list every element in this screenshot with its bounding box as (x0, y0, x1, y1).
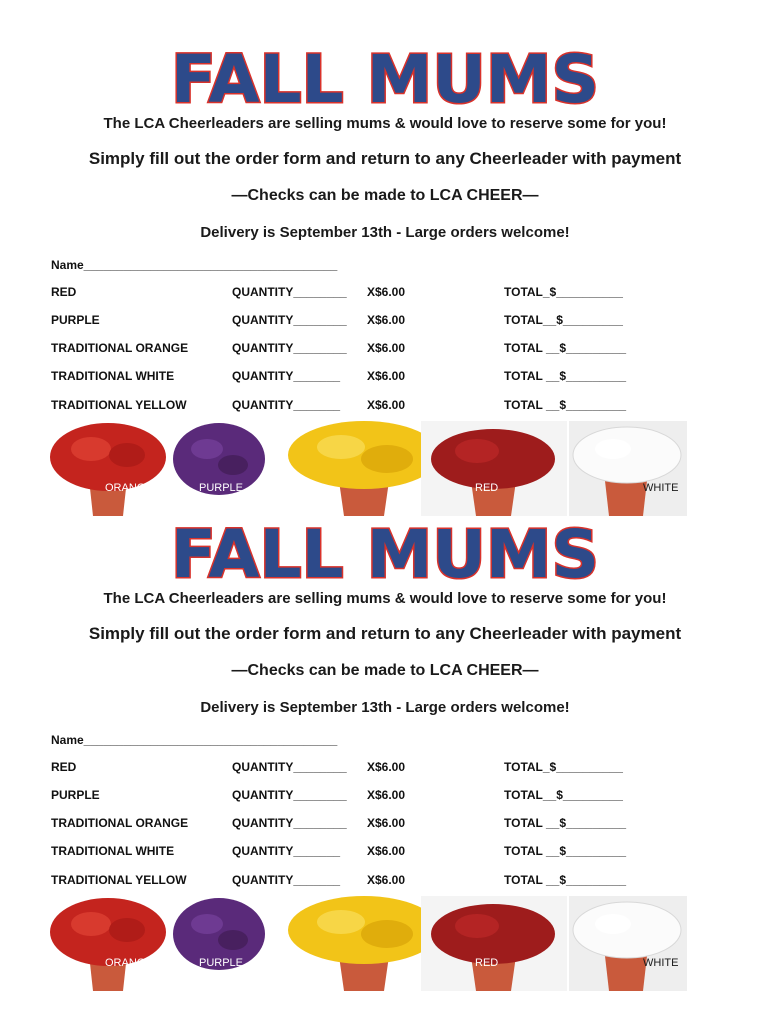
quantity-field[interactable]: QUANTITY________ (232, 313, 347, 327)
flower-photos (47, 421, 687, 516)
unit-price: X$6.00 (367, 873, 406, 887)
intro-text: The LCA Cheerleaders are selling mums & would love to reserve some for you! (103, 115, 667, 132)
order-row-purple (0, 788, 770, 808)
flower-label: WHITE (643, 482, 679, 494)
quantity-field[interactable]: QUANTITY_______ (232, 398, 341, 412)
quantity-field[interactable]: QUANTITY________ (232, 341, 347, 355)
item-name: TRADITIONAL WHITE (51, 844, 175, 858)
unit-price: X$6.00 (367, 788, 406, 802)
unit-price: X$6.00 (367, 369, 406, 383)
flower-photo-orange (47, 421, 169, 516)
order-row-white (0, 369, 770, 389)
quantity-field[interactable]: QUANTITY_______ (232, 873, 341, 887)
flower-photo-white (569, 896, 687, 991)
checks-text: —Checks can be made to LCA CHEER— (231, 187, 539, 204)
form-title (0, 517, 770, 587)
item-name: TRADITIONAL YELLOW (51, 398, 187, 412)
flower-label: PURPLE (199, 957, 244, 969)
total-field[interactable]: TOTAL __$_________ (504, 873, 627, 887)
form-title-text: FALL MUMS (170, 517, 600, 587)
item-name: TRADITIONAL ORANGE (51, 341, 189, 355)
total-field[interactable]: TOTAL_$__________ (504, 760, 623, 774)
unit-price: X$6.00 (367, 844, 406, 858)
flower-photo-red (421, 896, 567, 991)
total-field[interactable]: TOTAL__$_________ (504, 313, 623, 327)
name-field[interactable]: Name______________________________________ (51, 733, 338, 747)
total-field[interactable]: TOTAL __$_________ (504, 844, 627, 858)
quantity-field[interactable]: QUANTITY_______ (232, 844, 341, 858)
flower-label: RED (475, 482, 499, 494)
flower-photo-purple (171, 896, 267, 991)
flower-label: ORANGE (105, 957, 153, 969)
form-title (0, 42, 770, 112)
total-field[interactable]: TOTAL __$_________ (504, 341, 627, 355)
quantity-field[interactable]: QUANTITY________ (232, 285, 347, 299)
order-row-orange (0, 341, 770, 361)
item-name: TRADITIONAL ORANGE (51, 816, 189, 830)
instructions-text: Simply fill out the order form and return to any Cheerleader with payment (88, 149, 682, 168)
total-field[interactable]: TOTAL__$_________ (504, 788, 623, 802)
order-row-orange (0, 816, 770, 836)
delivery-text: Delivery is September 13th - Large orders welcome! (200, 224, 570, 241)
order-row-yellow (0, 398, 770, 418)
quantity-field[interactable]: QUANTITY________ (232, 816, 347, 830)
flower-photos (47, 896, 687, 991)
delivery-text: Delivery is September 13th - Large orders welcome! (200, 699, 570, 716)
flower-label: WHITE (643, 957, 679, 969)
flower-photo-red (421, 421, 567, 516)
form-title-text: FALL MUMS (170, 42, 600, 112)
unit-price: X$6.00 (367, 313, 406, 327)
item-name: TRADITIONAL YELLOW (51, 873, 187, 887)
order-row-red (0, 285, 770, 305)
order-form-top (0, 42, 770, 517)
flower-photo-white (569, 421, 687, 516)
flower-label: RED (475, 957, 499, 969)
order-row-white (0, 844, 770, 864)
intro-text: The LCA Cheerleaders are selling mums & would love to reserve some for you! (103, 590, 667, 607)
quantity-field[interactable]: QUANTITY_______ (232, 369, 341, 383)
flower-label: PURPLE (199, 482, 244, 494)
item-name: PURPLE (51, 788, 100, 802)
flower-photo-orange (47, 896, 169, 991)
item-name: TRADITIONAL WHITE (51, 369, 175, 383)
unit-price: X$6.00 (367, 760, 406, 774)
unit-price: X$6.00 (367, 816, 406, 830)
quantity-field[interactable]: QUANTITY________ (232, 760, 347, 774)
checks-text: —Checks can be made to LCA CHEER— (231, 662, 539, 679)
order-row-yellow (0, 873, 770, 893)
unit-price: X$6.00 (367, 341, 406, 355)
flower-label: ORANGE (105, 482, 153, 494)
item-name: RED (51, 760, 77, 774)
instructions-text: Simply fill out the order form and return to any Cheerleader with payment (88, 624, 682, 643)
item-name: RED (51, 285, 77, 299)
total-field[interactable]: TOTAL_$__________ (504, 285, 623, 299)
unit-price: X$6.00 (367, 398, 406, 412)
flower-photo-purple (171, 421, 267, 516)
order-form-bottom (0, 517, 770, 992)
total-field[interactable]: TOTAL __$_________ (504, 369, 627, 383)
item-name: PURPLE (51, 313, 100, 327)
quantity-field[interactable]: QUANTITY________ (232, 788, 347, 802)
name-field[interactable]: Name______________________________________ (51, 258, 338, 272)
order-row-purple (0, 313, 770, 333)
order-row-red (0, 760, 770, 780)
total-field[interactable]: TOTAL __$_________ (504, 816, 627, 830)
total-field[interactable]: TOTAL __$_________ (504, 398, 627, 412)
unit-price: X$6.00 (367, 285, 406, 299)
